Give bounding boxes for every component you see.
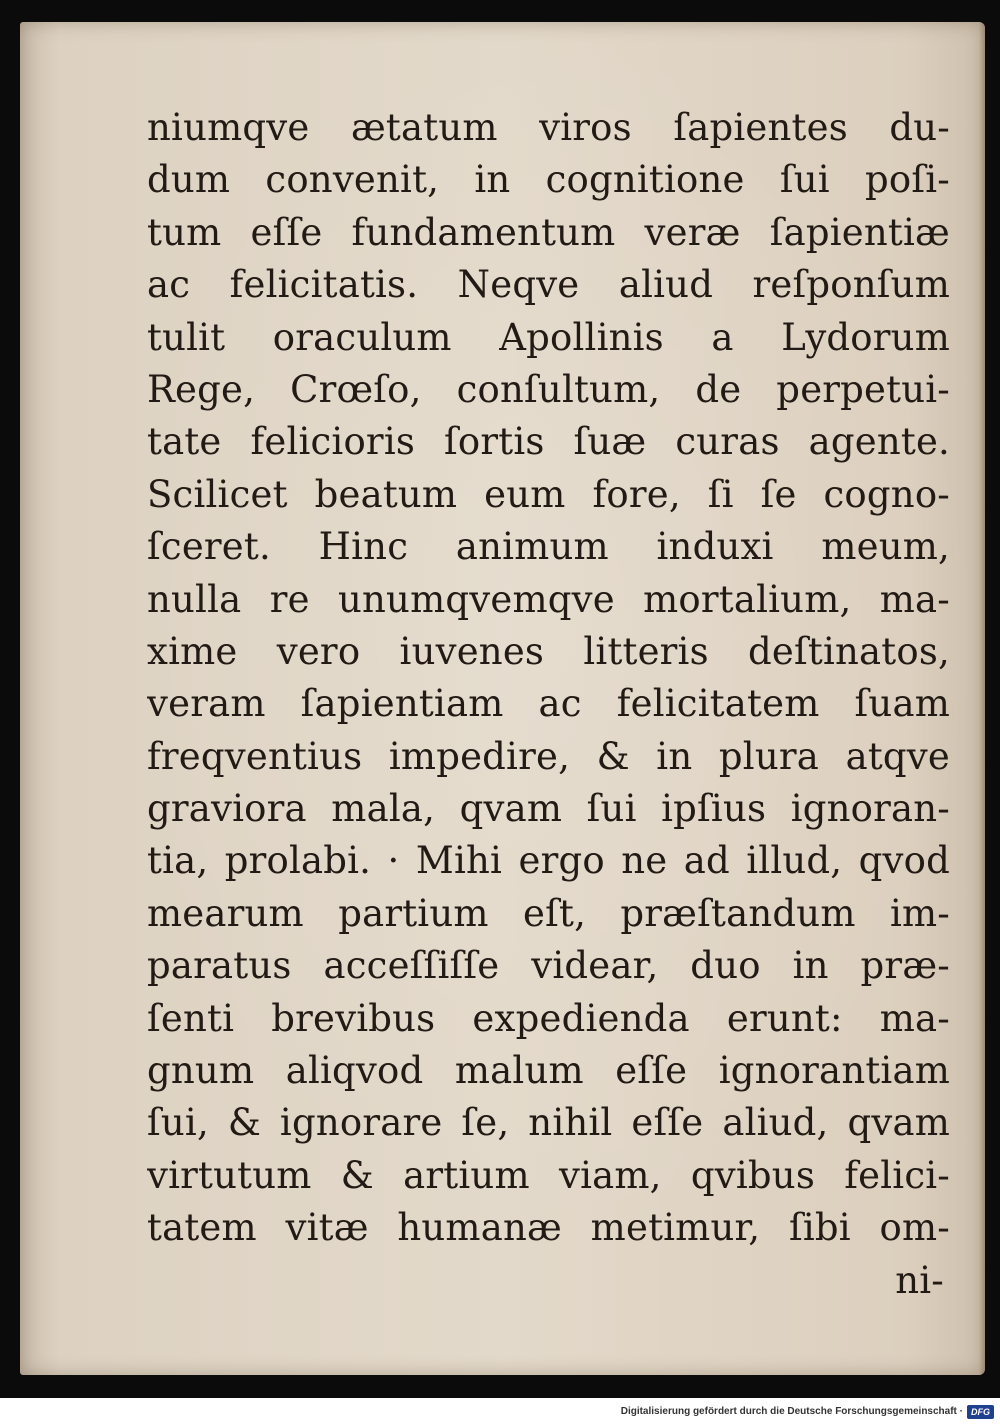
- text-line: freqventius impedire, & in plura atqve: [147, 734, 950, 778]
- text-line: virtutum & artium viam, qvibus felici-: [147, 1153, 950, 1197]
- text-line: ſui, & ignorare ſe, nihil eſſe aliud, qvam: [147, 1101, 950, 1145]
- text-line: Scilicet beatum eum fore, ſi ſe cogno-: [147, 472, 950, 516]
- text-line: graviora mala, qvam ſui ipſius ignoran-: [147, 787, 950, 831]
- dfg-logo: DFG: [967, 1405, 994, 1419]
- book-page: [20, 22, 985, 1375]
- text-line: tia, prolabi. · Mihi ergo ne ad illud, qvod: [147, 839, 950, 883]
- text-line: ac felicitatis. Neqve aliud reſponſum: [147, 263, 950, 307]
- text-line: ſceret. Hinc animum induxi meum,: [147, 525, 950, 569]
- text-block: [147, 102, 950, 1307]
- text-line: tatem vitæ humanæ metimur, ſibi om-: [147, 1206, 950, 1250]
- page-edge-shadow: [979, 22, 985, 1375]
- text-line: dum convenit, in cognitione ſui poſi-: [147, 158, 950, 202]
- text-line: niumqve ætatum viros ſapientes du-: [147, 106, 950, 149]
- text-line: tum eſſe fundamentum veræ ſapientiæ: [147, 210, 950, 254]
- text-line: mearum partium eſt, præſtandum im-: [147, 891, 950, 935]
- text-line: nulla re unumqvemqve mortalium, ma-: [147, 577, 950, 621]
- digitization-footer: [0, 1398, 1000, 1425]
- catchword: ni-: [895, 1258, 944, 1302]
- text-line: paratus acceſſiſſe videar, duo in præ-: [147, 944, 950, 988]
- text-line: veram ſapientiam ac felicitatem ſuam: [147, 682, 950, 726]
- text-line: Rege, Crœſo, conſultum, de perpetui-: [147, 367, 950, 411]
- text-line: xime vero iuvenes litteris deſtinatos,: [147, 629, 950, 673]
- text-line: tate felicioris ſortis ſuæ curas agente.: [147, 420, 950, 464]
- text-line: gnum aliqvod malum eſſe ignorantiam: [147, 1049, 950, 1093]
- footer-credit: Digitalisierung gefördert durch die Deutsche Forschungsgemeinschaft ·: [620, 1406, 963, 1417]
- text-line: tulit oraculum Apollinis a Lydorum: [147, 315, 950, 359]
- text-line: ſenti brevibus expedienda erunt: ma-: [147, 996, 950, 1040]
